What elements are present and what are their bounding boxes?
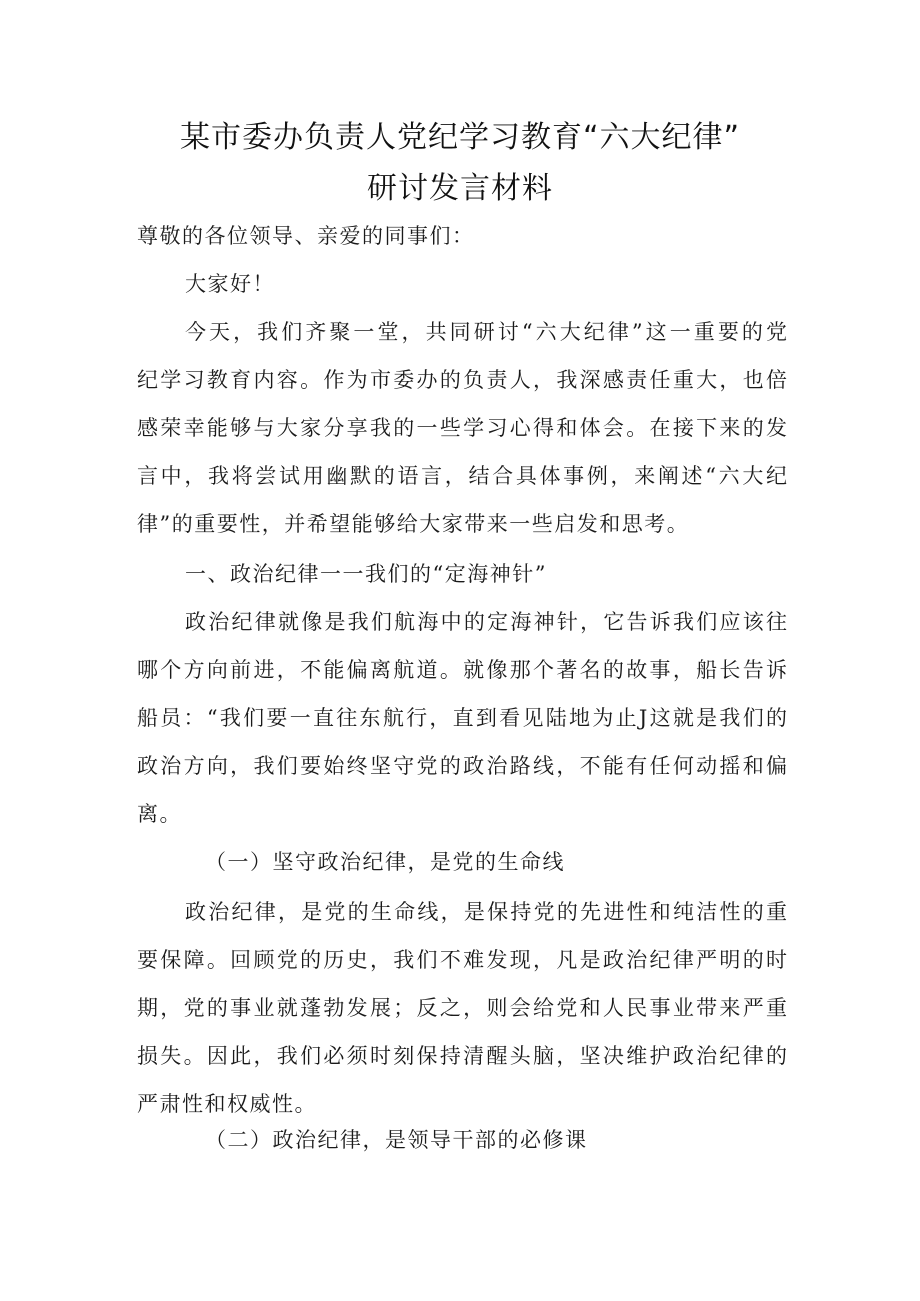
paragraph-line: 政治纪律，是党的生命线，是保持党的先进性和纯洁性的重 (185, 900, 787, 924)
paragraph-line: 感荣幸能够与大家分享我的一些学习心得和体会。在接下来的发 (137, 416, 787, 440)
paragraph-line: 船员：“我们要一直往东航行，直到看见陆地为止J这就是我们的 (137, 706, 787, 730)
paragraph-line: 离。 (137, 802, 182, 826)
subsection-heading: （一）坚守政治纪律，是党的生命线 (205, 850, 565, 874)
paragraph-line: 期，党的事业就蓬勃发展；反之，则会给党和人民事业带来严重 (137, 996, 787, 1020)
document-title-line-1: 某市委办负责人党纪学习教育“六大纪律” (179, 120, 741, 155)
greeting: 大家好！ (185, 272, 275, 296)
paragraph-line: 政治纪律就像是我们航海中的定海神针，它告诉我们应该往 (185, 610, 787, 634)
paragraph-line: 哪个方向前进，不能偏离航道。就像那个著名的故事，船长告诉 (137, 658, 787, 682)
paragraph-line: 律”的重要性，并希望能够给大家带来一些启发和思考。 (137, 512, 690, 536)
paragraph-line: 纪学习教育内容。作为市委办的负责人，我深感责任重大，也倍 (137, 368, 787, 392)
section-heading: 一、政治纪律一一我们的“定海神针” (185, 562, 547, 586)
paragraph-line: 要保障。回顾党的历史，我们不难发现，凡是政治纪律严明的时 (137, 948, 787, 972)
paragraph-line: 言中，我将尝试用幽默的语言，结合具体事例，来阐述“六大纪 (137, 464, 787, 488)
paragraph-line: 今天，我们齐聚一堂，共同研讨“六大纪律”这一重要的党 (185, 320, 787, 344)
paragraph-line: 损失。因此，我们必须时刻保持清醒头脑，坚决维护政治纪律的 (137, 1044, 787, 1068)
paragraph-line: 严肃性和权威性。 (137, 1092, 317, 1116)
salutation: 尊敬的各位领导、亲爱的同事们： (137, 224, 475, 248)
subsection-heading: （二）政治纪律，是领导干部的必修课 (205, 1128, 588, 1152)
document-title-line-2: 研讨发言材料 (367, 171, 553, 206)
paragraph-line: 政治方向，我们要始终坚守党的政治路线，不能有任何动摇和偏 (137, 754, 787, 778)
